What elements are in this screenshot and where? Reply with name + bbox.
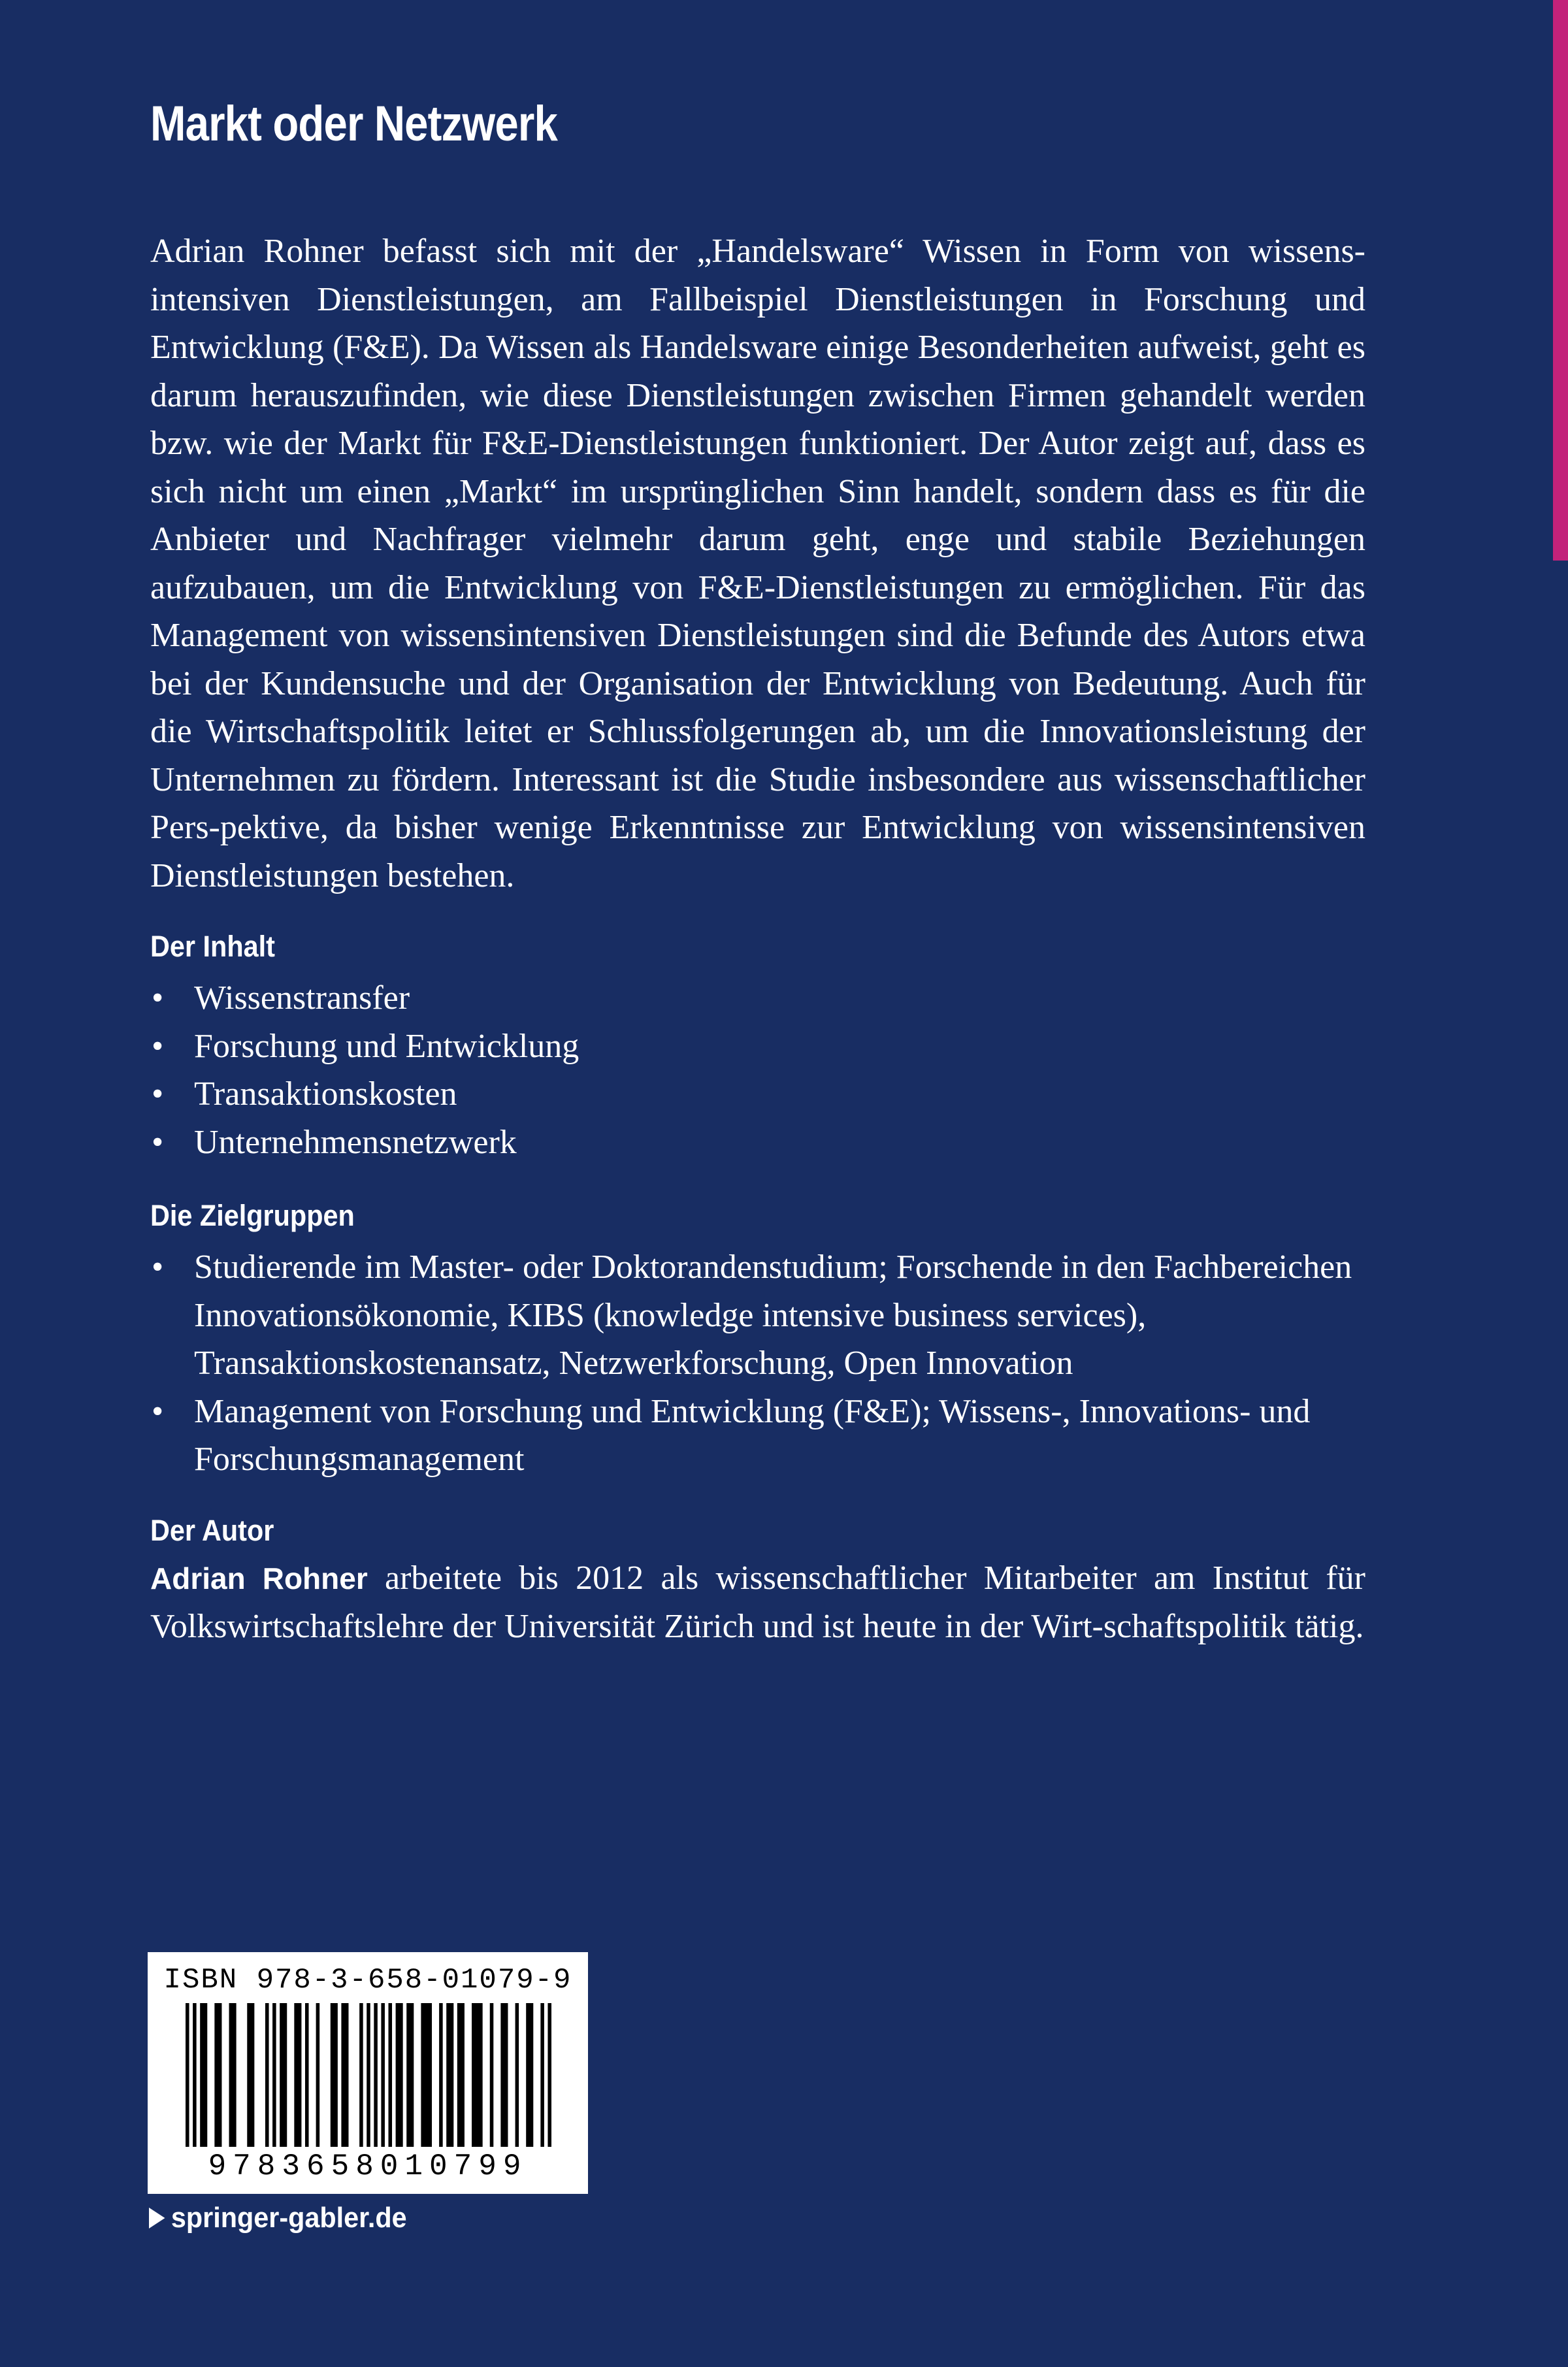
barcode-bar <box>457 2003 465 2147</box>
barcode-bar <box>540 2003 544 2147</box>
back-cover-content <box>150 91 1365 1651</box>
barcode-bar <box>367 2003 370 2147</box>
bullet-icon: • <box>152 1123 164 1161</box>
barcode-bar <box>446 2003 453 2147</box>
barcode-bar <box>396 2003 403 2147</box>
description-paragraph: Adrian Rohner befasst sich mit der „Handelsware“ Wissen in Form von wissens-intensiven Dienstleistungen, am Fallbeispiel Dienstleistungen in Forschung und Entwicklung (F&E). Da Wissen als Handelsware einige Besonderheiten aufweist, geht es darum herauszufinden, wie diese Dienstleistungen zwischen Firmen gehandelt werden bzw. wie der Markt für F&E-Dienstleistungen funktioniert. Der Autor zeigt auf, dass es sich nicht um einen „Markt“ im ursprünglichen Sinn handelt, sondern dass es für die Anbieter und Nachfrager vielmehr darum geht, enge und stabile Beziehungen aufzubauen, um die Entwicklung von F&E-Dienstleistungen zu ermöglichen. Für das Management von wissensintensiven Dienstleistungen sind die Befunde des Autors etwa bei der Kundensuche und der Organisation der Entwicklung von Bedeutung. Auch für die Wirtschaftspolitik leitet er Schlussfolgerungen ab, um die Innovationsleistung der Unternehmen zu fördern. Interessant ist die Studie insbesondere aus wissenschaftlicher Pers-pektive, da bisher wenige Erkenntnisse zur Entwicklung von wissensintensiven Dienstleistungen bestehen. <box>150 233 1365 894</box>
autor-heading: Der Autor <box>150 1513 274 1547</box>
barcode-bar <box>280 2003 287 2147</box>
barcode-bar <box>305 2003 309 2147</box>
author-name: Adrian Rohner <box>150 1561 368 1595</box>
zielgruppen-heading: Die Zielgruppen <box>150 1199 355 1232</box>
barcode-bar <box>500 2003 508 2147</box>
barcode-bar <box>316 2003 320 2147</box>
zielgruppen-list <box>150 1243 1365 1484</box>
bullet-icon: • <box>152 1392 164 1430</box>
barcode-bar <box>381 2003 385 2147</box>
author-bio <box>150 1554 1365 1651</box>
barcode-bar <box>421 2003 432 2147</box>
barcode-bar <box>472 2003 483 2147</box>
barcode-bar <box>294 2003 301 2147</box>
barcode-bar <box>265 2003 269 2147</box>
accent-bar <box>1553 0 1568 561</box>
list-item: • Management von Forschung und Entwicklung (F&E); Wissens-, Innovations- und Forschungsmanagement <box>150 1388 1365 1484</box>
list-item: • Wissenstransfer <box>150 974 1365 1022</box>
inhalt-heading: Der Inhalt <box>150 930 275 963</box>
barcode-bar <box>490 2003 494 2147</box>
barcode-bar <box>515 2003 519 2147</box>
publisher-link[interactable] <box>149 2202 407 2234</box>
barcode-bar <box>547 2003 551 2147</box>
arrow-right-icon <box>149 2208 165 2228</box>
list-item: • Forschung und Entwicklung <box>150 1022 1365 1071</box>
barcode-bar <box>247 2003 254 2147</box>
barcode-bar <box>374 2003 378 2147</box>
barcode-bar <box>526 2003 533 2147</box>
barcode-bar <box>214 2003 221 2147</box>
publisher-url: springer-gabler.de <box>171 2202 407 2234</box>
barcode-bar <box>388 2003 392 2147</box>
barcode-bar <box>200 2003 207 2147</box>
barcode-bar <box>341 2003 348 2147</box>
barcode-bars <box>186 2003 551 2147</box>
barcode-bar <box>229 2003 237 2147</box>
barcode-bar <box>272 2003 276 2147</box>
ean-digits: 9783658010799 <box>208 2149 528 2183</box>
barcode-bar <box>406 2003 414 2147</box>
list-item: • Studierende im Master- oder Doktorandenstudium; Forschende in den Fachbereichen Innovationsökonomie, KIBS (knowledge intensive business services), Transaktionskostenansatz, Netzwerkforschung, Open Innovation <box>150 1243 1365 1388</box>
bullet-icon: • <box>152 1249 164 1286</box>
barcode-bar <box>439 2003 443 2147</box>
isbn-label: ISBN 978-3-658-01079-9 <box>163 1964 572 1997</box>
book-title: Markt oder Netzwerk <box>150 96 557 152</box>
author-bio-text: arbeitete bis 2012 als wissenschaftlicher Mitarbeiter am Institut für Volkswirtschaftslehre der Universität Zürich und ist heute in der Wirt-schaftspolitik tätig. <box>150 1559 1365 1645</box>
barcode-bar <box>359 2003 363 2147</box>
list-item: • Unternehmensnetzwerk <box>150 1118 1365 1167</box>
barcode-bar <box>193 2003 197 2147</box>
isbn-barcode <box>148 1952 588 2194</box>
bullet-icon: • <box>152 1075 164 1113</box>
list-item: • Transaktionskosten <box>150 1070 1365 1118</box>
inhalt-list <box>150 974 1365 1166</box>
bullet-icon: • <box>152 979 164 1017</box>
barcode-bar <box>186 2003 189 2147</box>
barcode-bar <box>331 2003 338 2147</box>
bullet-icon: • <box>152 1027 164 1065</box>
